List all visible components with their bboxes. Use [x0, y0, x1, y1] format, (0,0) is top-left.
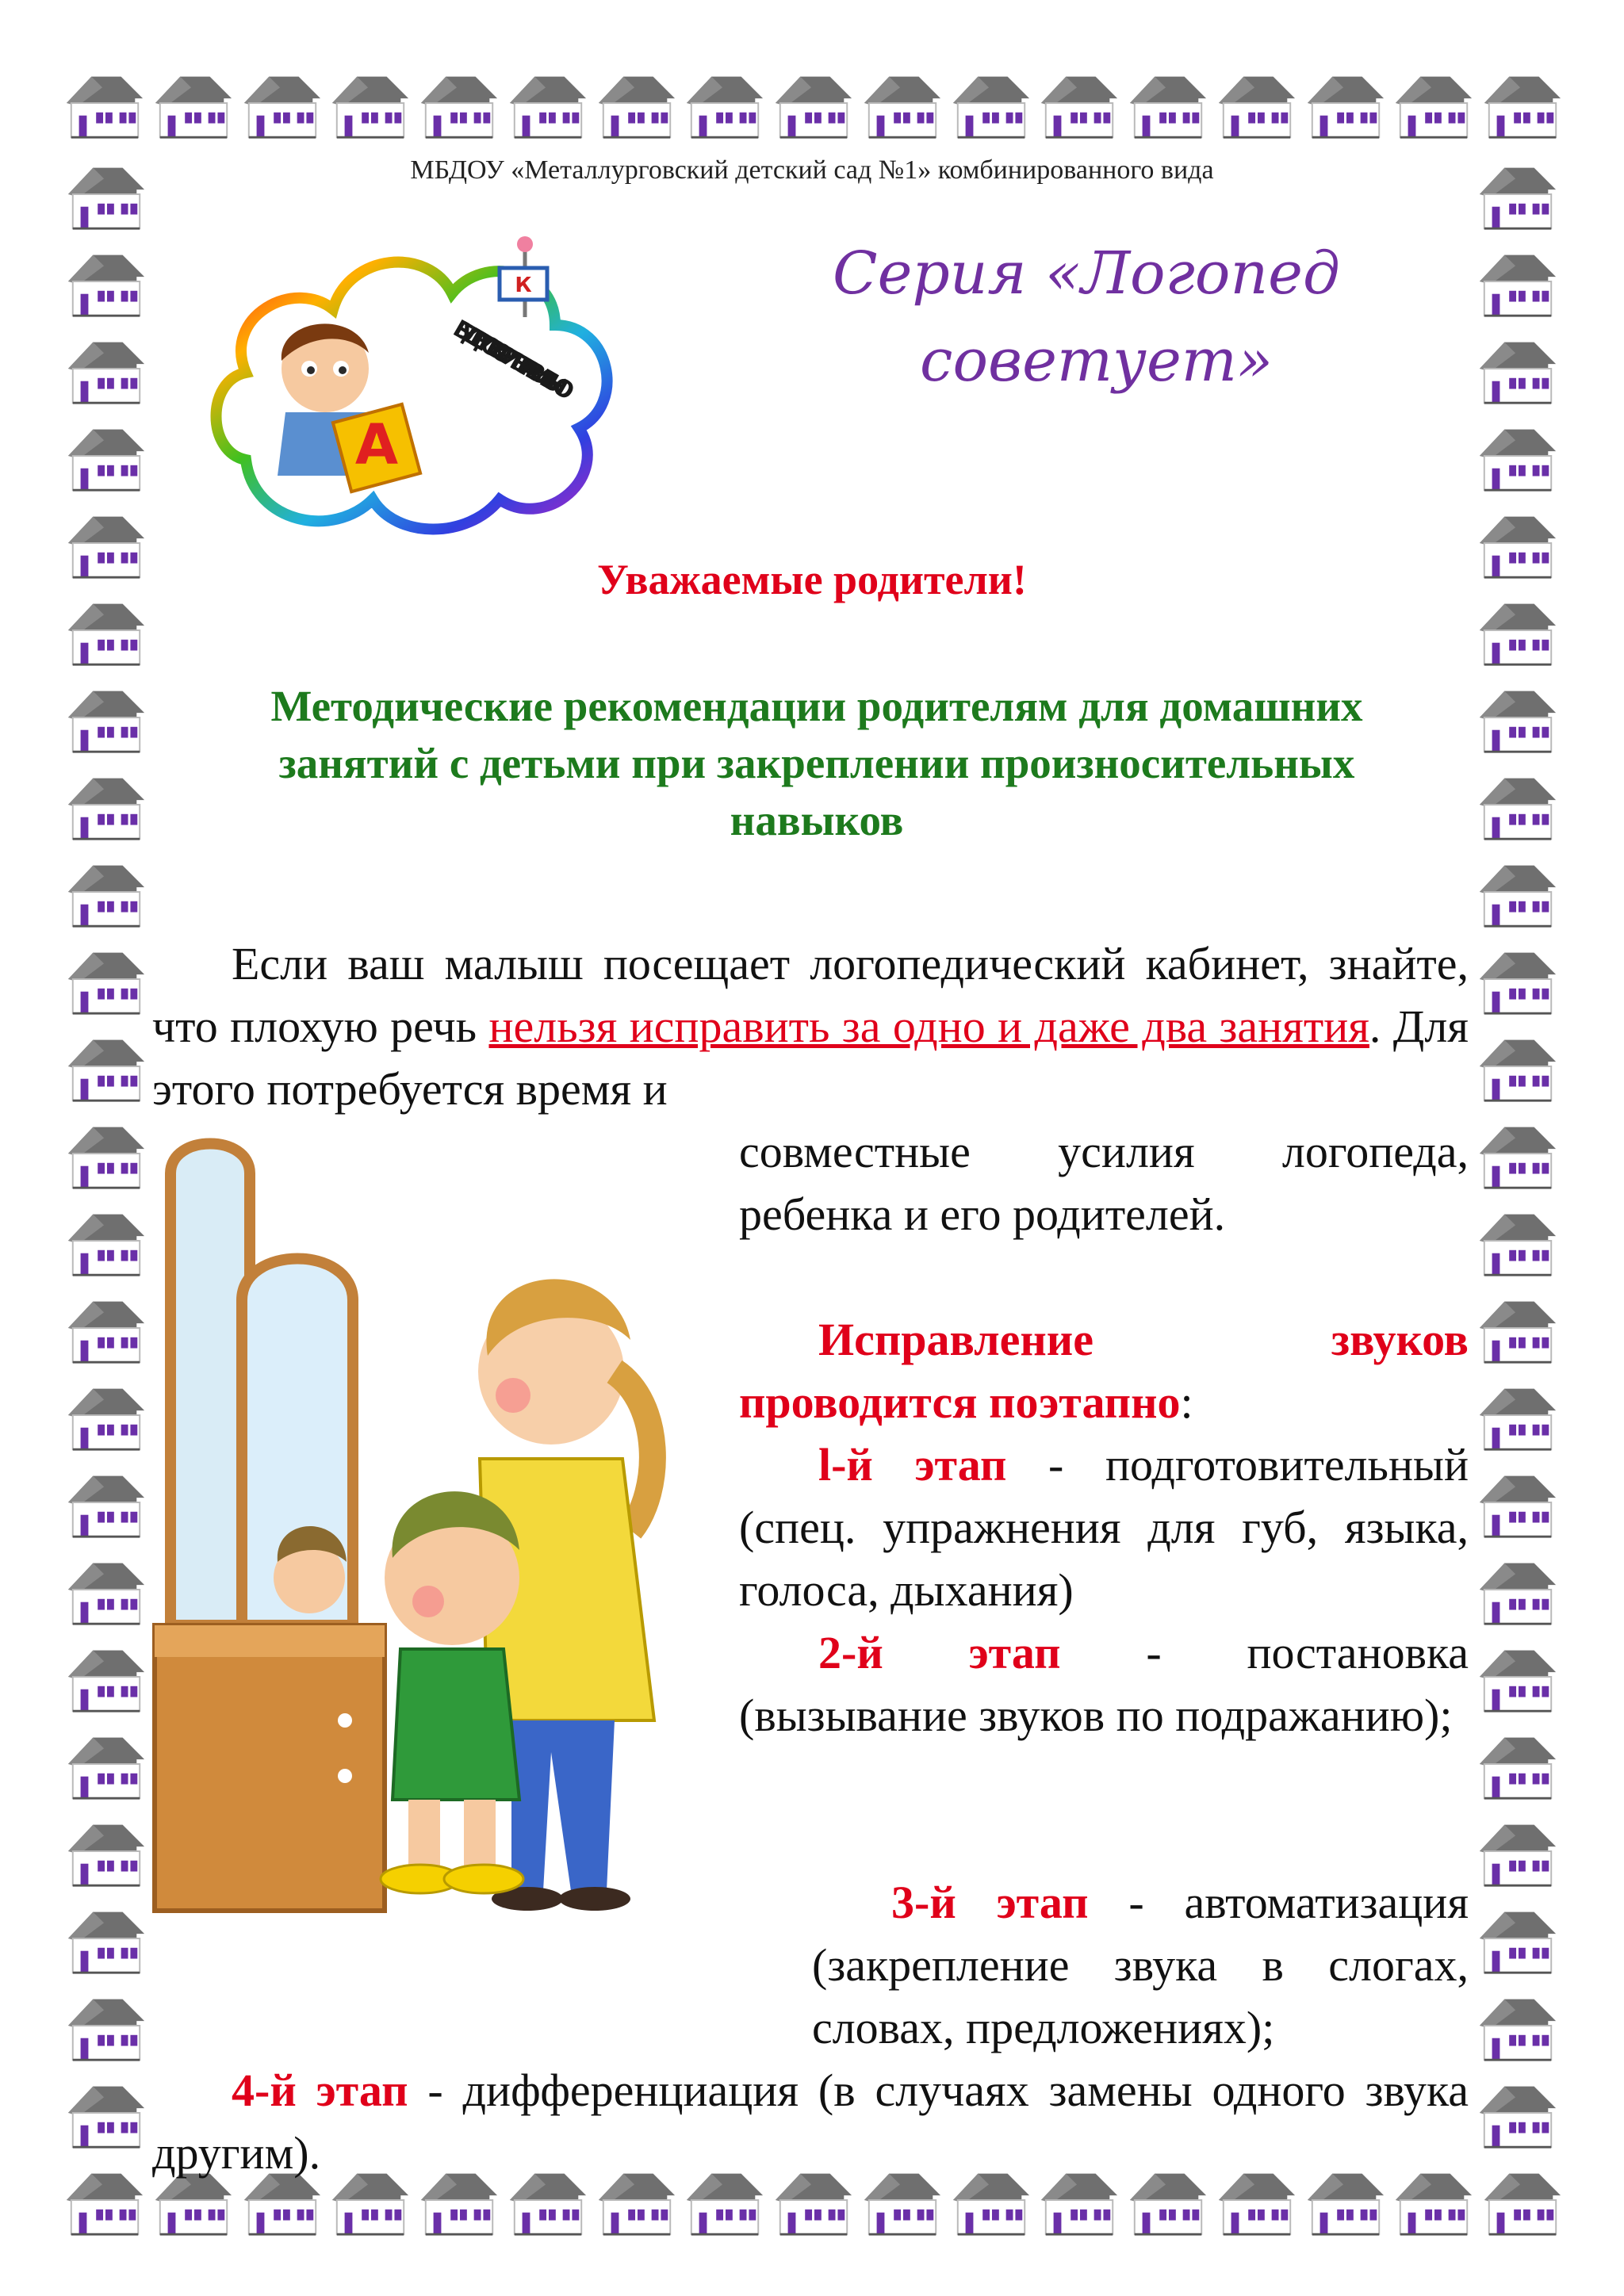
house-icon: [239, 63, 325, 143]
house-icon: [1475, 329, 1561, 408]
stage-item: [152, 1871, 1469, 2059]
house-icon: [1475, 765, 1561, 844]
house-icon: [1475, 1114, 1561, 1193]
institution-header: МБДОУ «Металлурговский детский сад №1» комбинированного вида: [410, 155, 1214, 185]
house-icon: [594, 63, 680, 143]
series-title: [833, 230, 1388, 404]
stage-label: 4-й этап: [232, 2064, 408, 2116]
house-icon: [1475, 416, 1561, 496]
house-icon: [1475, 678, 1561, 757]
document-subtitle: Методические рекомендации родителям для домашних занятий с детьми при закреплении произносительных навыков: [270, 682, 1363, 844]
house-icon: [63, 1812, 149, 1891]
house-icon: [1475, 1027, 1561, 1106]
house-icon: [63, 503, 149, 583]
stages-column: [739, 1308, 1469, 1747]
house-icon: [1391, 63, 1477, 143]
house-icon: [1475, 939, 1561, 1019]
stage-text: - дифференциация (в случаях замены одного звука другим).: [152, 2064, 1469, 2179]
house-icon: [63, 765, 149, 844]
house-icon: [1475, 242, 1561, 321]
intro-continued: совместные усилия логопеда, ребенка и его родителей.: [739, 1126, 1469, 1240]
house-icon: [63, 678, 149, 757]
house-icon: [1480, 63, 1565, 143]
house-icon: [505, 63, 591, 143]
intro-paragraph: [152, 932, 1469, 1120]
logo-text: БУДЕМ ГОВОРИТЬ ПРАВИЛЬНО: [448, 314, 580, 407]
mother-child-mirror-illustration: [139, 1118, 726, 1919]
house-icon: [1475, 1550, 1561, 1629]
stage-text: - подготовительный (спец. упражнения для губ, языка, голоса, дыхания): [739, 1439, 1469, 1616]
intro-part2: . Для этого потребуется время и: [152, 1001, 1469, 1115]
left-house-border: [63, 155, 149, 2152]
house-icon: [1475, 1724, 1561, 1804]
house-icon: [63, 1376, 149, 1455]
house-icon: [63, 329, 149, 408]
house-icon: [62, 2160, 147, 2240]
house-icon: [1480, 2160, 1565, 2240]
right-house-border: [1475, 155, 1561, 2152]
greeting: Уважаемые родители!: [597, 556, 1027, 603]
house-icon: [1036, 63, 1122, 143]
stages-heading-text: Исправление звуков проводится поэтапно: [739, 1314, 1469, 1428]
house-icon: [1475, 1812, 1561, 1891]
house-icon: [1475, 1463, 1561, 1542]
stage-label: 2-й этап: [818, 1627, 1061, 1678]
house-icon: [416, 63, 502, 143]
house-icon: [1303, 63, 1388, 143]
house-icon: [1475, 503, 1561, 583]
stages-heading-colon: :: [1180, 1376, 1193, 1428]
house-icon: [63, 1201, 149, 1280]
house-icon: [63, 1724, 149, 1804]
house-icon: [860, 63, 945, 143]
stage-label: 3-й этап: [891, 1877, 1089, 1928]
house-icon: [62, 63, 147, 143]
house-icon: [1214, 63, 1300, 143]
house-icon: [63, 591, 149, 670]
house-icon: [1475, 155, 1561, 234]
house-icon: [63, 939, 149, 1019]
house-icon: [1475, 1986, 1561, 2065]
top-house-border: [62, 63, 1565, 143]
house-icon: [1475, 1899, 1561, 1978]
house-icon: [63, 2073, 149, 2152]
stage-text: - постановка (вызывание звуков по подражанию);: [739, 1627, 1469, 1741]
house-icon: [63, 242, 149, 321]
series-title-line2: советует»: [920, 327, 1274, 395]
speak-correctly-logo: [198, 222, 642, 539]
house-icon: [1125, 63, 1211, 143]
house-icon: [63, 1114, 149, 1193]
house-icon: [63, 1550, 149, 1629]
intro-underlined: нельзя исправить за одно и даже два занятия: [488, 1001, 1369, 1052]
stage-label: l-й этап: [818, 1439, 1007, 1490]
house-icon: [63, 416, 149, 496]
house-icon: [1475, 1637, 1561, 1716]
logo-sign-letter: К: [515, 274, 532, 297]
house-icon: [63, 1637, 149, 1716]
house-icon: [1475, 852, 1561, 932]
house-icon: [327, 63, 413, 143]
stage-item: [152, 2059, 1469, 2184]
house-icon: [1475, 2073, 1561, 2152]
series-title-line1: Серия «Логопед: [833, 239, 1340, 308]
house-icon: [1475, 591, 1561, 670]
house-icon: [63, 1899, 149, 1978]
house-icon: [1475, 1288, 1561, 1368]
stage-item: [739, 1433, 1469, 1621]
intro-part1: Если ваш малыш посещает логопедический кабинет, знайте, что плохую речь: [152, 938, 1469, 1052]
house-icon: [63, 1288, 149, 1368]
stage-text: - автоматизация (закрепление звука в слогах, словах, предложениях);: [812, 1877, 1469, 2053]
house-icon: [63, 1027, 149, 1106]
stages-tail: [152, 1871, 1469, 2184]
stages-heading: [739, 1308, 1469, 1433]
logo-cube-letter: А: [354, 412, 399, 477]
house-icon: [63, 1986, 149, 2065]
house-icon: [151, 63, 236, 143]
house-icon: [63, 852, 149, 932]
house-icon: [1475, 1201, 1561, 1280]
house-icon: [63, 1463, 149, 1542]
house-icon: [63, 155, 149, 234]
house-icon: [1475, 1376, 1561, 1455]
stage-item: [739, 1621, 1469, 1747]
house-icon: [948, 63, 1034, 143]
house-icon: [682, 63, 768, 143]
house-icon: [771, 63, 856, 143]
